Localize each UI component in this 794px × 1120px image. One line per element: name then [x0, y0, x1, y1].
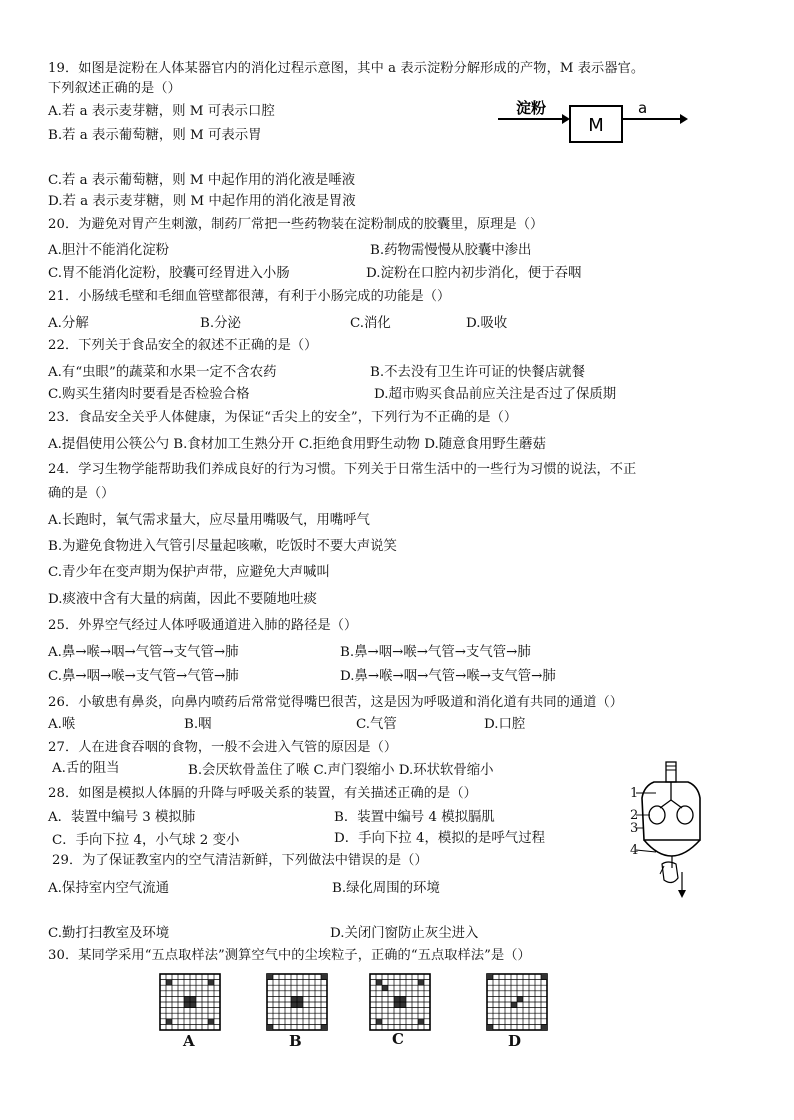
q20-option-b: B.药物需慢慢从胶囊中渗出: [370, 243, 532, 258]
grid-label-c: C: [392, 1030, 404, 1048]
sample-cell: [208, 1019, 214, 1025]
sample-cell: [394, 1002, 400, 1008]
sample-cell: [487, 1024, 493, 1030]
sample-cell: [291, 996, 297, 1002]
grid-label-b: B: [289, 1032, 302, 1050]
sample-cell: [297, 1002, 303, 1008]
sample-cell: [541, 974, 547, 980]
q28-stem: 28．如图是模拟人体膈的升降与呼吸关系的装置，有关描述正确的是（）: [48, 786, 477, 801]
q29-option-d: D.关闭门窗防止灰尘进入: [330, 926, 479, 941]
sample-cell: [267, 1024, 273, 1030]
sample-cell: [321, 1024, 327, 1030]
q24-option-c: C.青少年在变声期为保护声带，应避免大声喊叫: [48, 565, 330, 580]
q28-option-a: A．装置中编号 3 模拟肺: [48, 810, 196, 825]
q29-option-c: C.勤打扫教室及环境: [48, 926, 170, 941]
q25-option-b: B.鼻→咽→喉→气管→支气管→肺: [340, 645, 531, 660]
q28-bell-jar-diagram: [626, 760, 712, 900]
grid-label-a: A: [183, 1032, 195, 1050]
q23-stem: 23．食品安全关乎人体健康，为保证“舌尖上的安全”，下列行为不正确的是（）: [48, 410, 518, 425]
q27-option-a: A.舌的阻当: [52, 761, 120, 776]
sample-cell: [190, 1002, 196, 1008]
sample-cell: [166, 980, 172, 986]
sample-cell: [166, 1019, 172, 1025]
q22-stem: 22．下列关于食品安全的叙述不正确的是（）: [48, 338, 318, 353]
sample-cell: [184, 996, 190, 1002]
q26-option-a: A.喉: [48, 717, 76, 732]
sample-cell: [297, 996, 303, 1002]
q26-stem: 26．小敏患有鼻炎，向鼻内喷药后常常觉得嘴巴很苦，这是因为呼吸道和消化道有共同的通道（）: [48, 695, 624, 710]
sample-cell: [376, 1019, 382, 1025]
q28-option-b: B．装置中编号 4 模拟膈肌: [334, 810, 495, 825]
q22-option-d: D.超市购买食品前应关注是否过了保质期: [374, 387, 617, 402]
sampling-grid-a: [158, 972, 222, 1032]
q20-stem: 20．为避免对胃产生刺激，制药厂常把一些药物装在淀粉制成的胶囊里，原理是（）: [48, 217, 544, 232]
q21-stem: 21．小肠绒毛壁和毛细血管壁都很薄，有利于小肠完成的功能是（）: [48, 289, 451, 304]
sampling-grid-d: [485, 972, 549, 1032]
q28-label-3: 3: [630, 821, 639, 836]
diagram-box-label: M: [588, 115, 604, 136]
q24-option-d: D.痰液中含有大量的病菌，因此不要随地吐痰: [48, 592, 317, 607]
q21-option-c: C.消化: [350, 316, 391, 331]
sample-cell: [400, 1002, 406, 1008]
sampling-grid-c: [368, 972, 432, 1032]
q29-option-a: A.保持室内空气流通: [48, 881, 170, 896]
diagram-input-label: 淀粉: [516, 99, 547, 117]
q19-option-a: A.若 a 表示麦芽糖，则 M 可表示口腔: [48, 104, 275, 119]
q28-label-4: 4: [630, 843, 639, 858]
q20-option-d: D.淀粉在口腔内初步消化，便于吞咽: [366, 266, 582, 281]
q19-stem-line1: 19．如图是淀粉在人体某器官内的消化过程示意图，其中 a 表示淀粉分解形成的产物，M 表示器官。: [48, 61, 645, 76]
q24-stem-line1: 24．学习生物学能帮助我们养成良好的行为习惯。下列关于日常生活中的一些行为习惯的说法，不正: [48, 462, 637, 477]
diagram-output-label: a: [638, 99, 648, 117]
sample-cell: [487, 974, 493, 980]
sample-cell: [376, 980, 382, 986]
q24-stem-line2: 确的是（）: [48, 486, 115, 501]
sample-cell: [190, 996, 196, 1002]
q19-option-c: C.若 a 表示葡萄糖，则 M 中起作用的消化液是唾液: [48, 173, 356, 188]
q19-diagram: [498, 98, 698, 146]
grid-label-d: D: [508, 1032, 522, 1050]
q21-option-a: A.分解: [48, 316, 89, 331]
sample-cell: [382, 985, 388, 991]
q21-option-d: D.吸收: [466, 316, 508, 331]
q26-option-b: B.咽: [184, 717, 212, 732]
q26-option-d: D.口腔: [484, 717, 526, 732]
q28-option-d: D．手向下拉 4，模拟的是呼气过程: [334, 831, 545, 846]
q24-option-b: B.为避免食物进入气管引尽量起咳嗽，吃饭时不要大声说笑: [48, 539, 397, 554]
q20-option-c: C.胃不能消化淀粉，胶囊可经胃进入小肠: [48, 266, 290, 281]
q28-option-c: C．手向下拉 4，小气球 2 变小: [52, 833, 240, 848]
q19-stem-line2: 下列叙述正确的是（）: [48, 81, 181, 96]
q24-option-a: A.长跑时，氧气需求量大，应尽量用嘴吸气，用嘴呼气: [48, 513, 370, 528]
q28-label-1: 1: [630, 786, 639, 801]
q22-option-a: A.有“虫眼”的蔬菜和水果一定不含农药: [48, 365, 277, 380]
q30-stem: 30．某同学采用“五点取样法”测算空气中的尘埃粒子，正确的“五点取样法”是（）: [48, 948, 531, 963]
q29-stem: 29．为了保证教室内的空气清洁新鲜，下列做法中错误的是（）: [52, 853, 428, 868]
sample-cell: [267, 974, 273, 980]
sample-cell: [321, 974, 327, 980]
sample-cell: [541, 1024, 547, 1030]
sample-cell: [418, 1019, 424, 1025]
sample-cell: [184, 1002, 190, 1008]
q26-option-c: C.气管: [356, 717, 397, 732]
sampling-grid-b: [265, 972, 329, 1032]
sample-cell: [394, 996, 400, 1002]
q25-option-d: D.鼻→喉→咽→气管→喉→支气管→肺: [340, 669, 556, 684]
sample-cell: [418, 980, 424, 986]
sample-cell: [291, 1002, 297, 1008]
sample-cell: [517, 996, 523, 1002]
q28-label-2: 2: [630, 808, 639, 823]
sample-cell: [208, 980, 214, 986]
q22-option-b: B.不去没有卫生许可证的快餐店就餐: [370, 365, 585, 380]
q27-stem: 27．人在进食吞咽的食物，一般不会进入气管的原因是（）: [48, 740, 398, 755]
q25-stem: 25．外界空气经过人体呼吸通道进入肺的路径是（）: [48, 618, 358, 633]
sample-cell: [511, 1002, 517, 1008]
q21-option-b: B.分泌: [200, 316, 241, 331]
sample-cell: [400, 996, 406, 1002]
q23-options: A.提倡使用公筷公勺 B.食材加工生熟分开 C.拒绝食用野生动物 D.随意食用野生蘑菇: [48, 437, 546, 452]
q20-option-a: A.胆汁不能消化淀粉: [48, 243, 170, 258]
q25-option-a: A.鼻→喉→咽→气管→支气管→肺: [48, 645, 239, 660]
q19-option-b: B.若 a 表示葡萄糖，则 M 可表示胃: [48, 128, 262, 143]
q27-options-bcd: B.会厌软骨盖住了喉 C.声门裂缩小 D.环状软骨缩小: [188, 763, 494, 778]
q29-option-b: B.绿化周围的环境: [332, 881, 440, 896]
q22-option-c: C.购买生猪肉时要看是否检验合格: [48, 387, 250, 402]
q19-option-d: D.若 a 表示麦芽糖，则 M 中起作用的消化液是胃液: [48, 194, 356, 209]
q25-option-c: C.鼻→咽→喉→支气管→气管→肺: [48, 669, 239, 684]
